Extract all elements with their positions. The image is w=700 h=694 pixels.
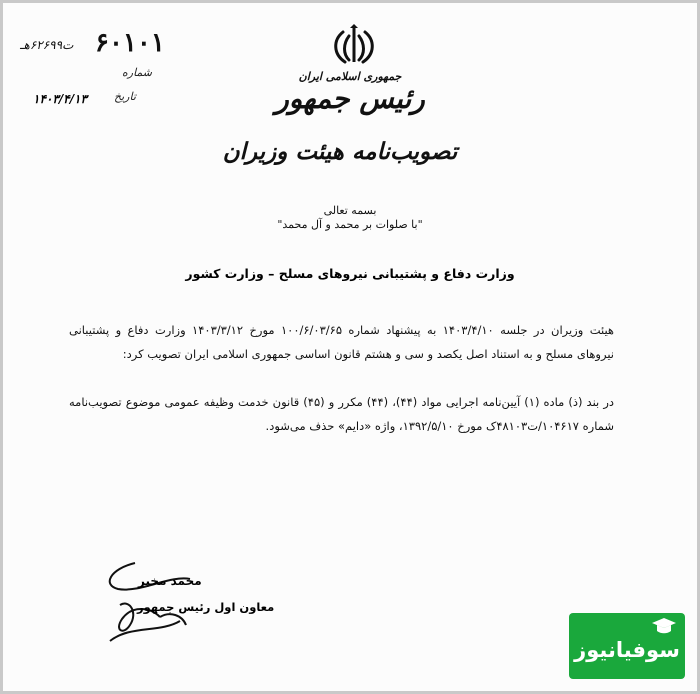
document-type: تصویب‌نامه هیئت وزیران: [222, 138, 458, 165]
signatory-name: محمد مخبر: [138, 574, 202, 588]
body-paragraph-1: هیئت وزیران در جلسه ۱۴۰۳/۴/۱۰ به پیشنهاد شماره ۱۰۰/۶/۰۳/۶۵ مورخ ۱۴۰۳/۳/۱۲ وزارت دفاع و پشتیبانی نیروهای مسلح و به استناد اصل یکصد و سی و هشتم قانون اساسی جمهوری اسلامی ایران تصویب کرد:: [69, 323, 614, 361]
letter-code: ت۶۲۶۹۹هـ: [20, 38, 74, 52]
recipients: وزارت دفاع و پشتیبانی نیروهای مسلح – وزارت کشور: [185, 266, 515, 281]
graduation-cap-icon: [651, 616, 677, 636]
bism-line: بسمه تعالی: [323, 204, 377, 217]
date-value: ۱۴۰۳/۴/۱۳: [33, 92, 87, 106]
body-paragraph-2: در بند (ذ) ماده (۱) آیین‌نامه اجرایی مواد (۴۴)، (۴۴) مکرر و (۴۵) قانون خدمت وظیفه عمومی موضوع تصویب‌نامه شماره ۱۰۴۶۱۷/ت۴۸۱۰۳ک مورخ ۱۳۹۲/۵/۱۰، واژه «دایم» حذف می‌شود.: [69, 395, 614, 433]
number-label: شماره: [122, 66, 153, 79]
sofia-news-logo: [569, 613, 685, 679]
iran-emblem-icon: [329, 24, 379, 66]
country-name: جمهوری اسلامی ایران: [298, 70, 402, 83]
date-label: تاریخ: [114, 90, 136, 103]
signatory-title: معاون اول رئیس جمهور: [137, 600, 275, 614]
letter-number: ۶۰۱۰۱: [95, 28, 165, 58]
logo-text: سوفیانیوز: [574, 638, 680, 662]
office-title: رئیس جمهور: [275, 82, 425, 115]
salawat-line: "با صلوات بر محمد و آل محمد": [277, 218, 423, 231]
